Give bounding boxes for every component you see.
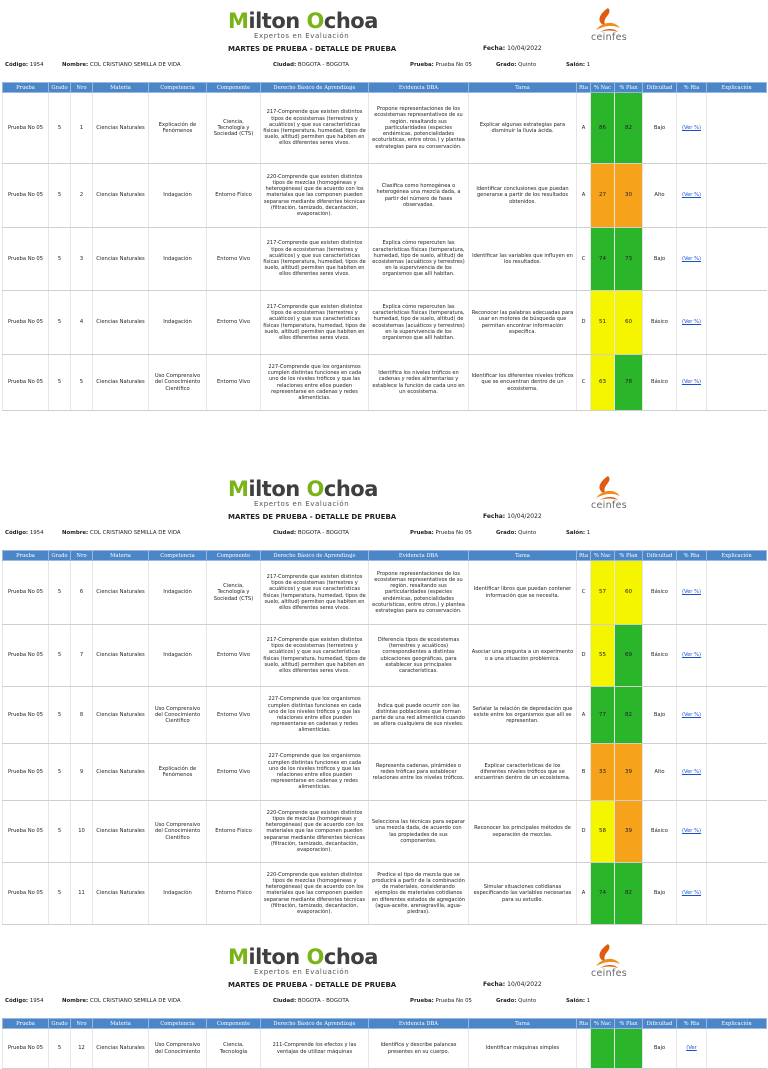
nro-cell: 9 <box>71 744 93 801</box>
ver-pct-link[interactable]: (Ver %) <box>677 355 707 411</box>
rta-cell: C <box>577 355 591 411</box>
codigo-field: Código: 1954 <box>5 530 44 536</box>
evidencia-cell: Predice el tipo de mezcla que se producirá a partir de la combinación de materiales, considerando ejemplos de materiales cotidianos en diferentes estados de agregación (agua-aceite, arenagravilla, agua-piedras). <box>369 863 469 925</box>
explicacion-cell <box>707 744 767 801</box>
ver-pct-link[interactable]: (Ver %) <box>677 164 707 228</box>
nro-cell: 7 <box>71 625 93 687</box>
pct-nacional-cell: 77 <box>591 687 615 744</box>
milton-ochoa-logo: Milton Ochoa Expertos en Evaluación <box>228 945 378 976</box>
materia-cell: Ciencias Naturales <box>93 93 149 164</box>
nro-cell: 12 <box>71 1029 93 1069</box>
grado-cell: 5 <box>49 291 71 355</box>
prueba-cell: Prueba No 05 <box>3 625 49 687</box>
explicacion-cell <box>707 1029 767 1069</box>
codigo-field: Código: 1954 <box>5 998 44 1004</box>
rta-cell: A <box>577 863 591 925</box>
explicacion-cell <box>707 625 767 687</box>
ver-pct-link[interactable]: (Ver %) <box>677 744 707 801</box>
dba-cell: 217-Comprende que existen distintos tipos de ecosistemas (terrestres y acuáticos) y que sus características físicas (temperatura, humedad, tipos de suelo, altitud) permiten que habiten en ellos diferentes seres vivos. <box>261 625 369 687</box>
column-header: Nro <box>71 83 93 93</box>
dificultad-cell: Alto <box>643 744 677 801</box>
dificultad-cell: Alto <box>643 164 677 228</box>
table-row <box>3 93 767 164</box>
ver-pct-link[interactable]: (Ver %) <box>677 228 707 291</box>
dba-cell: 227-Comprende que los organismos cumplen distintas funciones en cada uno de los niveles tróficos y que las relaciones entre ellos pueden representarse en cadenas y redes alimenticias. <box>261 744 369 801</box>
rta-cell: A <box>577 687 591 744</box>
column-header: Rta <box>577 551 591 561</box>
column-header: Tarea <box>469 551 577 561</box>
competencia-cell: Explicación de Fenómenos <box>149 93 207 164</box>
tarea-cell: Explicar características de los diferentes niveles tróficos que se encuentran dentro de un ecosistema. <box>469 744 577 801</box>
report-date: Fecha: 10/04/2022 <box>483 981 542 988</box>
evidencia-cell: Explica cómo repercuten las características físicas (temperatura, humedad, tipo de suelo, altitud) de ecosistemas (acuáticos y terrestres) en la supervivencia de los organismos que allí habitan. <box>369 291 469 355</box>
table-row <box>3 291 767 355</box>
nro-cell: 5 <box>71 355 93 411</box>
nro-cell: 10 <box>71 801 93 863</box>
ceinfes-logo-text: ceinfes <box>591 500 627 511</box>
pct-nacional-cell: 27 <box>591 164 615 228</box>
componente-cell: Ciencia, Tecnología y Sociedad (CTS) <box>207 561 261 625</box>
dba-cell: 220-Comprende que existen distintos tipos de mezclas (homogéneas y heterogéneas) que de acuerdo con los materiales que las componen pueden separarse mediante diferentes técnicas (filtración, tamizado, decantación, evaporación). <box>261 164 369 228</box>
ver-pct-link[interactable]: (Ver %) <box>677 291 707 355</box>
column-header: Explicación <box>707 551 767 561</box>
evidencia-cell: Clasifica como homogénea o heterogénea una mezcla dada, a partir del número de fases observadas. <box>369 164 469 228</box>
column-header: Prueba <box>3 1019 49 1029</box>
evidencia-cell: Representa cadenas, pirámides o redes tróficas para establecer relaciones entre los niveles tróficos. <box>369 744 469 801</box>
ver-pct-link[interactable]: (Ver %) <box>677 687 707 744</box>
column-header: % Plan <box>615 83 643 93</box>
grado-cell: 5 <box>49 744 71 801</box>
dba-cell: 217-Comprende que existen distintos tipos de ecosistemas (terrestres y acuáticos) y que sus características físicas (temperatura, humedad, tipos de suelo, altitud) permiten que habiten en ellos diferentes seres vivos. <box>261 291 369 355</box>
nro-cell: 6 <box>71 561 93 625</box>
competencia-cell: Explicación de Fenómenos <box>149 744 207 801</box>
column-header: Componente <box>207 1019 261 1029</box>
column-header: Derecho Básico de Aprendizaje <box>261 1019 369 1029</box>
table-header-row <box>3 1019 767 1029</box>
column-header: Dificultad <box>643 551 677 561</box>
dificultad-cell: Básico <box>643 355 677 411</box>
competencia-cell: Uso Comprensivo del Conocimiento Científico <box>149 801 207 863</box>
pct-nacional-cell <box>591 1029 615 1069</box>
evidencia-cell: Diferencia tipos de ecosistemas (terrestres y acuáticos) correspondientes a distintas ubicaciones geográficas, para establecer sus principales características. <box>369 625 469 687</box>
competencia-cell: Indagación <box>149 164 207 228</box>
tarea-cell: Asociar una pregunta a un experimento o a una situación problémica. <box>469 625 577 687</box>
pct-plantel-cell: 60 <box>615 561 643 625</box>
materia-cell: Ciencias Naturales <box>93 561 149 625</box>
column-header: Rta <box>577 83 591 93</box>
ver-pct-link[interactable]: (Ver %) <box>677 561 707 625</box>
explicacion-cell <box>707 164 767 228</box>
pct-plantel-cell: 78 <box>615 355 643 411</box>
prueba-field: Prueba: Prueba No 05 <box>410 530 472 536</box>
materia-cell: Ciencias Naturales <box>93 228 149 291</box>
competencia-cell: Uso Comprensivo del Conocimiento Científico <box>149 355 207 411</box>
column-header: % Plan <box>615 551 643 561</box>
results-table <box>2 82 767 411</box>
nro-cell: 11 <box>71 863 93 925</box>
componente-cell: Entorno Vivo <box>207 228 261 291</box>
column-header: Prueba <box>3 551 49 561</box>
componente-cell: Entorno Vivo <box>207 687 261 744</box>
column-header: Grado <box>49 1019 71 1029</box>
dificultad-cell: Bajo <box>643 687 677 744</box>
evidencia-cell: Identifica los niveles tróficos en cadenas y redes alimentarias y establece la función de cada uno en un ecosistema. <box>369 355 469 411</box>
evidencia-cell: Selecciona las técnicas para separar una mezcla dada, de acuerdo con las propiedades de sus componentes. <box>369 801 469 863</box>
prueba-cell: Prueba No 05 <box>3 1029 49 1069</box>
column-header: % Nac <box>591 1019 615 1029</box>
explicacion-cell <box>707 228 767 291</box>
rta-cell <box>577 1029 591 1069</box>
column-header: % Nac <box>591 83 615 93</box>
tarea-cell: Señalar la relación de depredación que existe entre los organismos que allí se representan. <box>469 687 577 744</box>
column-header: Grado <box>49 551 71 561</box>
evidencia-cell: Explica cómo repercuten las características físicas (temperatura, humedad, tipo de suelo, altitud) de ecosistemas (acuáticos y terrestres) en la supervivencia de los organismos que allí habitan. <box>369 228 469 291</box>
dificultad-cell: Bajo <box>643 93 677 164</box>
dba-cell: 227-Comprende que los organismos cumplen distintas funciones en cada uno de los niveles tróficos y que las relaciones entre ellos pueden representarse en cadenas y redes alimenticias. <box>261 687 369 744</box>
grado-field: Grado: Quinto <box>496 62 537 68</box>
grado-cell: 5 <box>49 625 71 687</box>
table-row <box>3 863 767 925</box>
materia-cell: Ciencias Naturales <box>93 744 149 801</box>
tarea-cell: Reconocer las palabras adecuadas para usar en motores de búsqueda que permitan encontrar información específica. <box>469 291 577 355</box>
pct-nacional-cell: 86 <box>591 93 615 164</box>
pct-nacional-cell: 51 <box>591 291 615 355</box>
dba-cell: 217-Comprende que existen distintos tipos de ecosistemas (terrestres y acuáticos) y que sus características físicas (temperatura, humedad, tipos de suelo, altitud) permiten que habiten en ellos diferentes seres vivos. <box>261 93 369 164</box>
column-header: Componente <box>207 83 261 93</box>
column-header: Materia <box>93 83 149 93</box>
grado-cell: 5 <box>49 228 71 291</box>
table-row <box>3 164 767 228</box>
pct-nacional-cell: 57 <box>591 561 615 625</box>
table-header-row <box>3 551 767 561</box>
materia-cell: Ciencias Naturales <box>93 863 149 925</box>
rta-cell: A <box>577 164 591 228</box>
rta-cell: B <box>577 744 591 801</box>
prueba-cell: Prueba No 05 <box>3 863 49 925</box>
tarea-cell: Simular situaciones cotidianas especificando las variables necesarias para su estudio. <box>469 863 577 925</box>
table-row <box>3 744 767 801</box>
evidencia-cell: Identifica y describe palancas presentes en su cuerpo. <box>369 1029 469 1069</box>
explicacion-cell <box>707 561 767 625</box>
componente-cell: Ciencia, Tecnología y Sociedad (CTS) <box>207 93 261 164</box>
column-header: Derecho Básico de Aprendizaje <box>261 551 369 561</box>
table-row <box>3 561 767 625</box>
grado-cell: 5 <box>49 1029 71 1069</box>
column-header: Materia <box>93 551 149 561</box>
column-header: Nro <box>71 1019 93 1029</box>
column-header: Evidencia DBA <box>369 83 469 93</box>
pct-plantel-cell: 82 <box>615 687 643 744</box>
prueba-cell: Prueba No 05 <box>3 687 49 744</box>
competencia-cell: Indagación <box>149 625 207 687</box>
ciudad-field: Ciudad: BOGOTA - BOGOTA <box>273 62 349 68</box>
column-header: Materia <box>93 1019 149 1029</box>
milton-ochoa-logo: Milton Ochoa Expertos en Evaluación <box>228 9 378 40</box>
prueba-cell: Prueba No 05 <box>3 744 49 801</box>
table-row <box>3 1029 767 1069</box>
grado-cell: 5 <box>49 93 71 164</box>
ciudad-field: Ciudad: BOGOTA - BOGOTA <box>273 530 349 536</box>
ciudad-field: Ciudad: BOGOTA - BOGOTA <box>273 998 349 1004</box>
report-date: Fecha: 10/04/2022 <box>483 45 542 52</box>
prueba-cell: Prueba No 05 <box>3 355 49 411</box>
prueba-field: Prueba: Prueba No 05 <box>410 998 472 1004</box>
prueba-cell: Prueba No 05 <box>3 291 49 355</box>
tarea-cell: Identificar conclusiones que puedan generarse a partir de los resultados obtenidos. <box>469 164 577 228</box>
pct-plantel-cell: 39 <box>615 744 643 801</box>
nombre-field: Nombre: COL CRISTIANO SEMILLA DE VIDA <box>62 62 181 68</box>
ceinfes-logo-text: ceinfes <box>591 968 627 979</box>
dba-cell: 227-Comprende que los organismos cumplen distintas funciones en cada uno de los niveles tróficos y que las relaciones entre ellos pueden representarse en cadenas y redes alimenticias. <box>261 355 369 411</box>
rta-cell: D <box>577 625 591 687</box>
grado-cell: 5 <box>49 164 71 228</box>
column-header: Explicación <box>707 83 767 93</box>
materia-cell: Ciencias Naturales <box>93 164 149 228</box>
dba-cell: 217-Comprende que existen distintos tipos de ecosistemas (terrestres y acuáticos) y que sus características físicas (temperatura, humedad, tipos de suelo, altitud) permiten que habiten en ellos diferentes seres vivos. <box>261 561 369 625</box>
tarea-cell: Identificar máquinas simples <box>469 1029 577 1069</box>
competencia-cell: Indagación <box>149 561 207 625</box>
grado-field: Grado: Quinto <box>496 530 537 536</box>
competencia-cell: Indagación <box>149 863 207 925</box>
grado-cell: 5 <box>49 801 71 863</box>
materia-cell: Ciencias Naturales <box>93 687 149 744</box>
dba-cell: 217-Comprende que existen distintos tipos de ecosistemas (terrestres y acuáticos) y que sus características físicas (temperatura, humedad, tipos de suelo, altitud) permiten que habiten en ellos diferentes seres vivos. <box>261 228 369 291</box>
salon-field: Salón: 1 <box>566 998 591 1004</box>
pct-nacional-cell: 74 <box>591 863 615 925</box>
column-header: Evidencia DBA <box>369 1019 469 1029</box>
results-table <box>2 550 767 925</box>
table-row <box>3 355 767 411</box>
competencia-cell: Indagación <box>149 291 207 355</box>
pct-plantel-cell: 82 <box>615 863 643 925</box>
pct-nacional-cell: 55 <box>591 625 615 687</box>
dba-cell: 220-Comprende que existen distintos tipos de mezclas (homogéneas y heterogéneas) que de acuerdo con los materiales que las componen pueden separarse mediante diferentes técnicas (filtración, tamizado, decantación, evaporación). <box>261 801 369 863</box>
materia-cell: Ciencias Naturales <box>93 291 149 355</box>
tarea-cell: Explicar algunas estrategias para disminuir la lluvia ácida. <box>469 93 577 164</box>
competencia-cell: Uso Comprensivo del Conocimiento <box>149 1029 207 1069</box>
nro-cell: 3 <box>71 228 93 291</box>
table-header-row <box>3 83 767 93</box>
prueba-cell: Prueba No 05 <box>3 228 49 291</box>
explicacion-cell <box>707 291 767 355</box>
explicacion-cell <box>707 93 767 164</box>
tarea-cell: Reconocer los principales métodos de separación de mezclas. <box>469 801 577 863</box>
table-row <box>3 228 767 291</box>
dificultad-cell: Bajo <box>643 1029 677 1069</box>
prueba-cell: Prueba No 05 <box>3 93 49 164</box>
competencia-cell: Uso Comprensivo del Conocimiento Científico <box>149 687 207 744</box>
nro-cell: 2 <box>71 164 93 228</box>
ver-pct-link[interactable]: (Ver %) <box>677 625 707 687</box>
evidencia-cell: Indica qué puede ocurrir con las distintas poblaciones que forman parte de una red alimenticia cuando se altera cualquiera de sus niveles. <box>369 687 469 744</box>
grado-cell: 5 <box>49 687 71 744</box>
column-header: Rta <box>577 1019 591 1029</box>
column-header: % Rta <box>677 83 707 93</box>
explicacion-cell <box>707 801 767 863</box>
prueba-cell: Prueba No 05 <box>3 801 49 863</box>
report-title: MARTES DE PRUEBA - DETALLE DE PRUEBA <box>228 981 397 989</box>
componente-cell: Entorno Vivo <box>207 744 261 801</box>
column-header: Dificultad <box>643 1019 677 1029</box>
column-header: Dificultad <box>643 83 677 93</box>
table-row <box>3 687 767 744</box>
dba-cell: 211-Comprende los efectos y las ventajas de utilizar máquinas <box>261 1029 369 1069</box>
table-row <box>3 625 767 687</box>
column-header: Grado <box>49 83 71 93</box>
nro-cell: 8 <box>71 687 93 744</box>
materia-cell: Ciencias Naturales <box>93 625 149 687</box>
rta-cell: C <box>577 561 591 625</box>
ver-pct-link[interactable]: (Ver %) <box>677 863 707 925</box>
explicacion-cell <box>707 863 767 925</box>
competencia-cell: Indagación <box>149 228 207 291</box>
column-header: Nro <box>71 551 93 561</box>
pct-plantel-cell: 30 <box>615 164 643 228</box>
nombre-field: Nombre: COL CRISTIANO SEMILLA DE VIDA <box>62 530 181 536</box>
column-header: Competencia <box>149 551 207 561</box>
componente-cell: Entorno Físico <box>207 863 261 925</box>
materia-cell: Ciencias Naturales <box>93 1029 149 1069</box>
pct-nacional-cell: 74 <box>591 228 615 291</box>
column-header: Derecho Básico de Aprendizaje <box>261 83 369 93</box>
componente-cell: Entorno Físico <box>207 164 261 228</box>
tarea-cell: Identificar los diferentes niveles tróficos que se encuentran dentro de un ecosistema. <box>469 355 577 411</box>
rta-cell: A <box>577 93 591 164</box>
nro-cell: 1 <box>71 93 93 164</box>
column-header: Prueba <box>3 83 49 93</box>
dificultad-cell: Básico <box>643 291 677 355</box>
pct-nacional-cell: 63 <box>591 355 615 411</box>
ver-pct-link[interactable]: (Ver <box>677 1029 707 1069</box>
column-header: % Rta <box>677 1019 707 1029</box>
rta-cell: D <box>577 291 591 355</box>
nombre-field: Nombre: COL CRISTIANO SEMILLA DE VIDA <box>62 998 181 1004</box>
results-table <box>2 1018 767 1069</box>
componente-cell: Ciencia, Tecnología <box>207 1029 261 1069</box>
grado-field: Grado: Quinto <box>496 998 537 1004</box>
tarea-cell: Identificar las variables que influyen en los resultados. <box>469 228 577 291</box>
report-date: Fecha: 10/04/2022 <box>483 513 542 520</box>
grado-cell: 5 <box>49 355 71 411</box>
milton-ochoa-logo: Milton Ochoa Expertos en Evaluación <box>228 477 378 508</box>
pct-plantel-cell: 82 <box>615 93 643 164</box>
materia-cell: Ciencias Naturales <box>93 801 149 863</box>
pct-plantel-cell: 69 <box>615 625 643 687</box>
grado-cell: 5 <box>49 561 71 625</box>
prueba-field: Prueba: Prueba No 05 <box>410 62 472 68</box>
evidencia-cell: Propone representaciones de los ecosistemas representativos de su región, resaltando sus particularidades (especies endémicas, potencialidades ecoturísticas, entre otros.) y plantea estrategias para su conservación. <box>369 93 469 164</box>
report-title: MARTES DE PRUEBA - DETALLE DE PRUEBA <box>228 45 397 53</box>
prueba-cell: Prueba No 05 <box>3 561 49 625</box>
componente-cell: Entorno Vivo <box>207 291 261 355</box>
componente-cell: Entorno Vivo <box>207 355 261 411</box>
dificultad-cell: Básico <box>643 625 677 687</box>
salon-field: Salón: 1 <box>566 530 591 536</box>
explicacion-cell <box>707 355 767 411</box>
grado-cell: 5 <box>49 863 71 925</box>
dificultad-cell: Bajo <box>643 228 677 291</box>
dificultad-cell: Bajo <box>643 863 677 925</box>
materia-cell: Ciencias Naturales <box>93 355 149 411</box>
rta-cell: D <box>577 801 591 863</box>
componente-cell: Entorno Físico <box>207 801 261 863</box>
pct-nacional-cell: 58 <box>591 801 615 863</box>
column-header: Tarea <box>469 83 577 93</box>
pct-plantel-cell: 60 <box>615 291 643 355</box>
column-header: % Rta <box>677 551 707 561</box>
report-title: MARTES DE PRUEBA - DETALLE DE PRUEBA <box>228 513 397 521</box>
pct-plantel-cell: 73 <box>615 228 643 291</box>
column-header: % Nac <box>591 551 615 561</box>
prueba-cell: Prueba No 05 <box>3 164 49 228</box>
column-header: Explicación <box>707 1019 767 1029</box>
salon-field: Salón: 1 <box>566 62 591 68</box>
ver-pct-link[interactable]: (Ver %) <box>677 801 707 863</box>
dificultad-cell: Básico <box>643 801 677 863</box>
ver-pct-link[interactable]: (Ver %) <box>677 93 707 164</box>
explicacion-cell <box>707 687 767 744</box>
tarea-cell: Identificar libros que puedan contener información que se necesita. <box>469 561 577 625</box>
evidencia-cell: Propone representaciones de los ecosistemas representativos de su región, resaltando sus particularidades (especies endémicas, potencialidades ecoturísticas, entre otros.) y plantea estrategias para su conservación. <box>369 561 469 625</box>
column-header: Competencia <box>149 83 207 93</box>
ceinfes-logo-text: ceinfes <box>591 32 627 43</box>
componente-cell: Entorno Vivo <box>207 625 261 687</box>
table-row <box>3 801 767 863</box>
dba-cell: 220-Comprende que existen distintos tipos de mezclas (homogéneas y heterogéneas) que de acuerdo con los materiales que las componen pueden separarse mediante diferentes técnicas (filtración, tamizado, decantación, evaporación). <box>261 863 369 925</box>
column-header: Componente <box>207 551 261 561</box>
column-header: Tarea <box>469 1019 577 1029</box>
nro-cell: 4 <box>71 291 93 355</box>
pct-plantel-cell <box>615 1029 643 1069</box>
column-header: Competencia <box>149 1019 207 1029</box>
column-header: Evidencia DBA <box>369 551 469 561</box>
dificultad-cell: Básico <box>643 561 677 625</box>
pct-plantel-cell: 39 <box>615 801 643 863</box>
pct-nacional-cell: 33 <box>591 744 615 801</box>
codigo-field: Código: 1954 <box>5 62 44 68</box>
rta-cell: C <box>577 228 591 291</box>
column-header: % Plan <box>615 1019 643 1029</box>
